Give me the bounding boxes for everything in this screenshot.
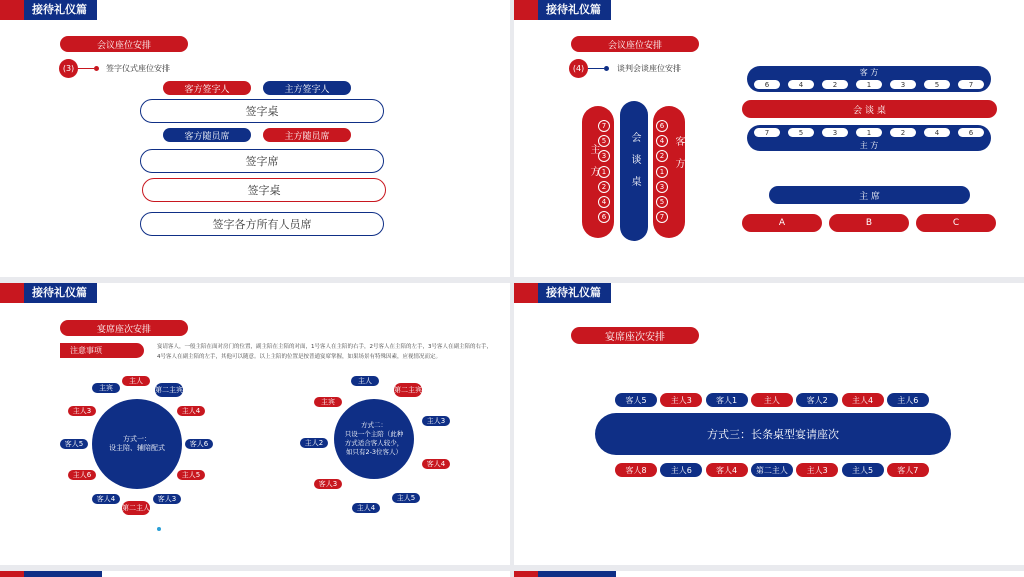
talk-table-label: 会谈桌 (629, 132, 640, 198)
seat-number: 4 (656, 135, 668, 147)
slide-next-right (514, 571, 1024, 577)
seat-number: 3 (656, 181, 668, 193)
seat-number: 2 (598, 181, 610, 193)
signing-seat: 签字席 (140, 149, 384, 173)
section-pill: 会议座位安排 (571, 36, 699, 52)
round-table-2: 方式二： 只设一个主陪（此种方式适合客人较少，如只有2-3位客人） (334, 399, 414, 479)
seat-tag: 客人8 (615, 463, 657, 477)
seat-number: 6 (754, 80, 780, 89)
seat-number: 5 (598, 135, 610, 147)
seat-tag: 客人4 (92, 494, 120, 504)
seat-tag: 主宾 (92, 383, 120, 393)
seat-number: 2 (890, 128, 916, 137)
seat-tag: 主宾 (314, 397, 342, 407)
seat-tag: 主人 (751, 393, 793, 407)
host-entourage: 主方随员席 (263, 128, 351, 142)
round-table-1: 方式一： 设主陪、辅陪配式 (92, 399, 182, 489)
section-pill: 宴席座次安排 (60, 320, 188, 336)
seat-tag: 主人4 (352, 503, 380, 513)
seat-number: 7 (754, 128, 780, 137)
connector-line (78, 68, 94, 69)
bullet-dot (604, 66, 609, 71)
seat-tag: 主人3 (68, 406, 96, 416)
guest-entourage: 客方随员席 (163, 128, 251, 142)
seat-tag: 第二主宾 (394, 383, 422, 397)
seat-c: C (916, 214, 996, 232)
header-title: 接待礼仪篇 (538, 283, 611, 303)
guest-side-label: 客方 (673, 136, 684, 180)
number-badge: (4) (569, 59, 588, 78)
seat-number: 1 (656, 166, 668, 178)
seat-number: 2 (656, 150, 668, 162)
seat-tag: 主人3 (796, 463, 838, 477)
slide-header (0, 283, 97, 303)
seat-tag: 客人5 (60, 439, 88, 449)
slide-banquet-long[interactable] (514, 283, 1024, 565)
seat-number: 1 (598, 166, 610, 178)
seat-number: 3 (822, 128, 848, 137)
all-parties-seat: 签字各方所有人员席 (140, 212, 384, 236)
seat-tag: 客人7 (887, 463, 929, 477)
dot-marker (157, 527, 161, 531)
host-signer: 主方签字人 (263, 81, 351, 95)
header-title: 接待礼仪篇 (538, 0, 611, 20)
host-side-label: 主方 (588, 144, 599, 188)
seat-number: 4 (924, 128, 950, 137)
host-bar-label: 主 方 (859, 141, 879, 150)
signing-desk-2: 签字桌 (142, 178, 386, 202)
header-title: 接待礼仪篇 (24, 283, 97, 303)
seat-tag: 主人2 (300, 438, 328, 448)
section-pill: 会议座位安排 (60, 36, 188, 52)
seat-number: 2 (822, 80, 848, 89)
seat-tag: 客人3 (314, 479, 342, 489)
seat-tag: 第二主人 (122, 501, 150, 515)
slide-header (514, 571, 616, 577)
seat-tag: 主人3 (660, 393, 702, 407)
slide-header (514, 0, 611, 20)
number-badge: (3) (59, 59, 78, 78)
seat-tag: 客人4 (422, 459, 450, 469)
signing-desk: 签字桌 (140, 99, 384, 123)
main-seat: 主 席 (769, 186, 970, 204)
seat-tag: 客人4 (706, 463, 748, 477)
seat-tag: 主人 (122, 376, 150, 386)
section-pill: 宴席座次安排 (571, 327, 699, 344)
subtitle: 签字仪式座位安排 (106, 64, 170, 73)
seat-number: 5 (788, 128, 814, 137)
seat-number: 7 (958, 80, 984, 89)
seat-number: 4 (598, 196, 610, 208)
seat-number: 5 (924, 80, 950, 89)
seat-tag: 主人5 (177, 470, 205, 480)
seat-number: 1 (856, 128, 882, 137)
seat-number: 5 (656, 196, 668, 208)
seat-number: 6 (958, 128, 984, 137)
seat-number: 6 (656, 120, 668, 132)
seat-tag: 客人2 (796, 393, 838, 407)
seat-number: 1 (856, 80, 882, 89)
seat-tag: 第二主人 (751, 463, 793, 477)
seat-number: 7 (656, 211, 668, 223)
seat-tag: 主人4 (842, 393, 884, 407)
notice-text: 宴请客人，一般主陪在面对房门的位置，副主陪在主陪的对面，1号客人在主陪的右手，2号客人在主陪的左手，3号客人在副主陪的右手，4号客人在副主陪的左手，其他可以随意。以上主陪的位置是按普通宴席掌握，如果场景有特殊因素，应视情况而定。 (157, 344, 493, 360)
connector-line (588, 68, 604, 69)
bullet-dot (94, 66, 99, 71)
seat-number: 6 (598, 211, 610, 223)
slide-header (0, 0, 97, 20)
slide-banquet-round[interactable] (0, 283, 510, 565)
long-table: 方式三：长条桌型宴请座次 (595, 413, 951, 455)
seat-number: 4 (788, 80, 814, 89)
seat-number: 7 (598, 120, 610, 132)
seat-a: A (742, 214, 822, 232)
seat-tag: 主人5 (392, 493, 420, 503)
seat-tag: 主人5 (842, 463, 884, 477)
seat-tag: 主人6 (887, 393, 929, 407)
seat-number: 3 (890, 80, 916, 89)
seat-tag: 主人3 (422, 416, 450, 426)
seat-tag: 主人6 (660, 463, 702, 477)
slide-header (514, 283, 611, 303)
header-title: 接待礼仪篇 (24, 0, 97, 20)
talk-table: 会 谈 桌 (742, 100, 997, 118)
slide-signing[interactable] (0, 0, 510, 277)
seat-tag: 主人4 (177, 406, 205, 416)
seat-tag: 客人3 (153, 494, 181, 504)
guest-signer: 客方签字人 (163, 81, 251, 95)
slide-next-left (0, 571, 510, 577)
seat-tag: 第二主宾 (155, 383, 183, 397)
seat-tag: 主人 (351, 376, 379, 386)
notice-label: 注意事项 (60, 343, 144, 358)
seat-tag: 主人6 (68, 470, 96, 480)
seat-tag: 客人1 (706, 393, 748, 407)
slide-negotiation[interactable] (514, 0, 1024, 277)
subtitle: 谈判会谈座位安排 (617, 64, 681, 73)
seat-number: 3 (598, 150, 610, 162)
seat-b: B (829, 214, 909, 232)
guest-bar-label: 客 方 (859, 68, 879, 77)
seat-tag: 客人6 (185, 439, 213, 449)
slide-header (0, 571, 102, 577)
seat-tag: 客人5 (615, 393, 657, 407)
